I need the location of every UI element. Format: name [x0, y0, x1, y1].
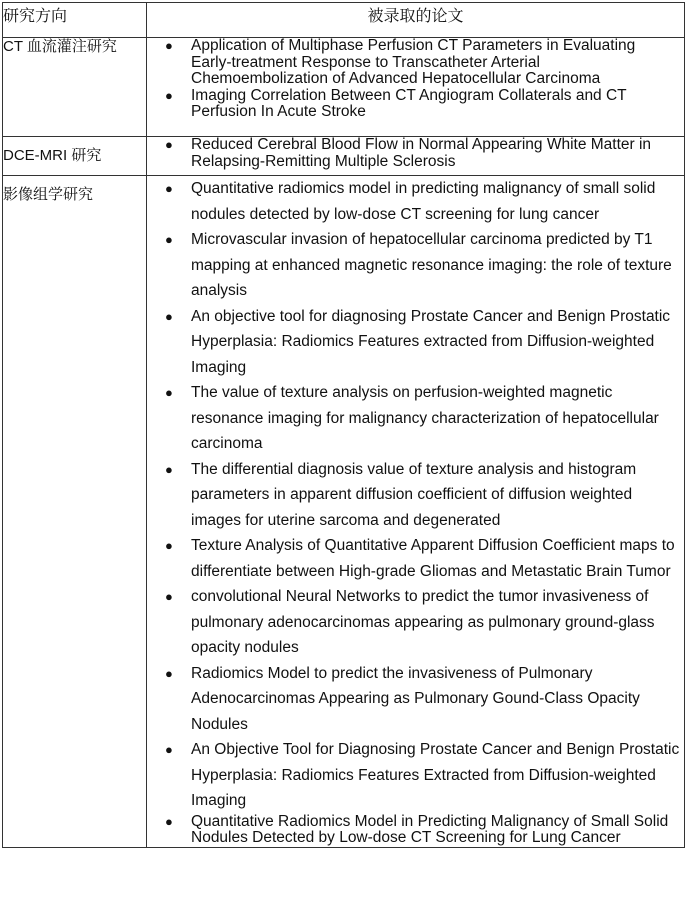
paper-list: [147, 814, 684, 847]
research-papers-table: [2, 2, 685, 848]
paper-title: The value of texture analysis on perfusion-weighted magnetic resonance imaging for malignancy characterization of hepatocellular carcinoma: [191, 384, 659, 452]
paper-title: An objective tool for diagnosing Prostate Cancer and Benign Prostatic Hyperplasia: Radiomics Features extracted from Diffusion-weighted Imaging: [191, 307, 671, 376]
bullet-icon: ●: [165, 742, 173, 757]
paper-list: [147, 38, 684, 121]
list-item: [147, 227, 680, 304]
paper-list-cell: [147, 38, 685, 137]
table-row-dce-mri: [3, 137, 685, 176]
paper-title: Texture Analysis of Quantitative Apparent Diffusion Coefficient maps to differentiate between High-grade Gliomas and Metastatic Brain Tumor: [191, 537, 675, 580]
research-field-cell: DCE-MRI 研究: [3, 137, 147, 176]
bullet-icon: ●: [165, 538, 173, 553]
list-item: [147, 88, 680, 121]
paper-list: [147, 137, 684, 170]
header-row: [3, 3, 685, 38]
bullet-icon: ●: [165, 232, 173, 247]
paper-list: [147, 176, 684, 814]
bullet-icon: ●: [165, 461, 173, 477]
list-item: [147, 380, 680, 457]
paper-title: convolutional Neural Networks to predict the tumor invasiveness of pulmonary adenocarcinomas appearing as pulmonary ground-glass opacity nodules: [191, 588, 655, 656]
header-research-field: 研究方向: [3, 3, 147, 38]
bullet-icon: ●: [165, 181, 173, 196]
list-item: [147, 584, 680, 661]
paper-title: The differential diagnosis value of texture analysis and histogram parameters in apparent diffusion coefficient of diffusion weighted images for uterine sarcoma and degenerated: [191, 460, 637, 529]
paper-title: Quantitative radiomics model in predicting malignancy of small solid nodules detected by low-dose CT screening for lung cancer: [191, 180, 656, 223]
research-field-cell: CT 血流灌注研究: [3, 38, 147, 137]
paper-title: An Objective Tool for Diagnosing Prostate Cancer and Benign Prostatic Hyperplasia: Radiomics Features Extracted from Diffusion-weighted Imaging: [191, 741, 680, 809]
paper-title: Radiomics Model to predict the invasiveness of Pulmonary Adenocarcinomas Appearing as Pulmonary Gound-Class Opacity Nodules: [191, 664, 640, 733]
bullet-icon: ●: [165, 137, 173, 152]
list-item: [147, 176, 680, 227]
header-accepted-papers: 被录取的论文: [147, 3, 685, 38]
bullet-icon: ●: [165, 813, 173, 829]
paper-list-cell: [147, 176, 685, 848]
table-row-ct-perfusion: [3, 38, 685, 137]
bullet-icon: ●: [165, 38, 173, 53]
bullet-icon: ●: [165, 385, 173, 400]
paper-list-cell: [147, 137, 685, 176]
list-item: [147, 38, 680, 88]
bullet-icon: ●: [165, 589, 173, 604]
paper-title: Application of Multiphase Perfusion CT Parameters in Evaluating Early-treatment Response to Transcatheter Arterial Chemoembolization of Advanced Hepatocellular Carcinoma: [191, 37, 636, 87]
list-item: [147, 304, 680, 381]
list-item: [147, 661, 680, 738]
paper-title: Reduced Cerebral Blood Flow in Normal Appearing White Matter in Relapsing-Remitting Multiple Sclerosis: [191, 136, 652, 170]
bullet-icon: ●: [165, 665, 173, 681]
list-item: [147, 457, 680, 534]
paper-title: Imaging Correlation Between CT Angiogram Collaterals and CT Perfusion In Acute Stroke: [191, 86, 627, 120]
paper-title: Quantitative Radiomics Model in Predicting Malignancy of Small Solid Nodules Detected by Low-dose CT Screening for Lung Cancer: [191, 812, 669, 846]
paper-title: Microvascular invasion of hepatocellular carcinoma predicted by T1 mapping at enhanced magnetic resonance imaging: the role of texture analysis: [191, 231, 672, 299]
list-item: [147, 137, 680, 170]
list-item: [147, 737, 680, 814]
list-item: [147, 814, 680, 847]
bullet-icon: ●: [165, 87, 173, 103]
table-row-radiomics: [3, 176, 685, 848]
list-item: [147, 533, 680, 584]
research-field-cell: 影像组学研究: [3, 176, 147, 848]
bullet-icon: ●: [165, 308, 173, 324]
